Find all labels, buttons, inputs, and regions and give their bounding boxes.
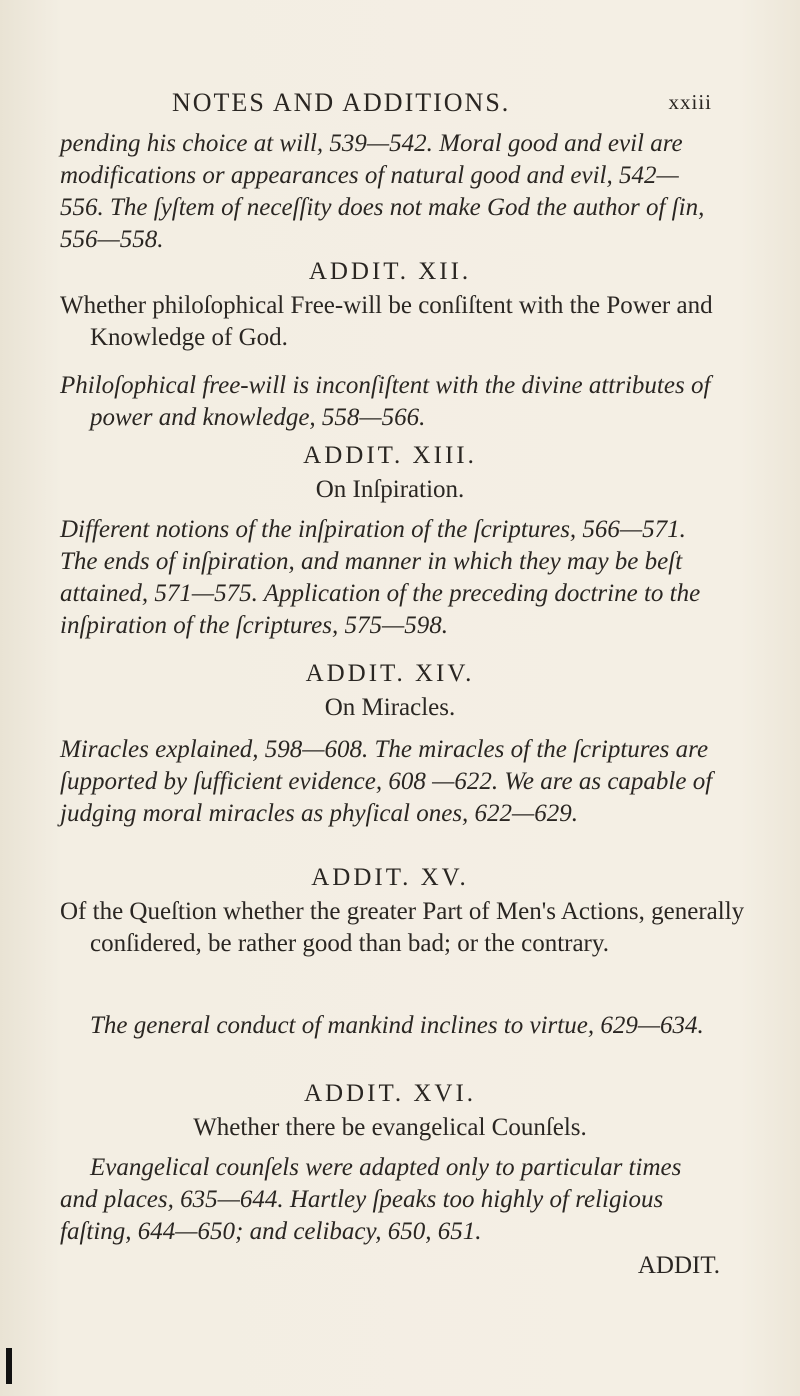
page-number: xxiii bbox=[668, 90, 712, 114]
addition-heading-13: ADDIT. XIII. bbox=[303, 442, 477, 469]
catchword: ADDIT. bbox=[637, 1252, 720, 1279]
summary-paragraph-13: Different notions of the inſpiration of the ſcriptures, 566—571. The ends of inſpiration, and manner in which they may be beſt attained, 571—575. Application of the preceding doctrine to the inſpiration of the ſcriptures, 575—598. bbox=[60, 516, 701, 639]
addition-question-13: On Inſpiration. bbox=[315, 476, 465, 503]
addition-heading-14: ADDIT. XIV. bbox=[305, 660, 475, 687]
running-header bbox=[172, 88, 712, 118]
binding-mark bbox=[6, 1348, 12, 1384]
addition-heading-15: ADDIT. XV. bbox=[311, 864, 469, 891]
addition-question-12: Whether philoſophical Free-will be conſiſtent with the Power and Knowledge of God. bbox=[60, 292, 713, 351]
addition-question-15: Of the Queſtion whether the greater Part of Men's Actions, generally conſidered, be rather good than bad; or the contrary. bbox=[60, 898, 745, 957]
addition-heading-12: ADDIT. XII. bbox=[308, 258, 472, 285]
summary-paragraph-16: Evangelical counſels were adapted only to particular times and places, 635—644. Hartley ſpeaks too highly of religious faſting, 644—650; and celibacy, 650, 651. bbox=[60, 1154, 682, 1245]
addition-question-16: Whether there be evangelical Counſels. bbox=[193, 1114, 587, 1141]
header-title: NOTES AND ADDITIONS. bbox=[172, 88, 511, 117]
summary-paragraph-14: Miracles explained, 598—608. The miracles of the ſcriptures are ſupported by ſufficient evidence, 608 —622. We are as capable of judging moral miracles as phyſical ones, 622—629. bbox=[60, 736, 713, 827]
summary-paragraph-intro: pending his choice at will, 539—542. Moral good and evil are modifications or appearances of natural good and evil, 542—556. The ſyſtem of neceſſity does not make God the author of ſin, 556—558. bbox=[60, 130, 705, 253]
summary-paragraph-15: The general conduct of mankind inclines to virtue, 629—634. bbox=[90, 1012, 704, 1039]
addition-heading-16: ADDIT. XVI. bbox=[303, 1080, 477, 1107]
addition-question-14: On Miracles. bbox=[324, 694, 456, 721]
summary-paragraph-12: Philoſophical free-will is inconſiſtent with the divine attributes of power and knowledge, 558—566. bbox=[60, 372, 711, 431]
